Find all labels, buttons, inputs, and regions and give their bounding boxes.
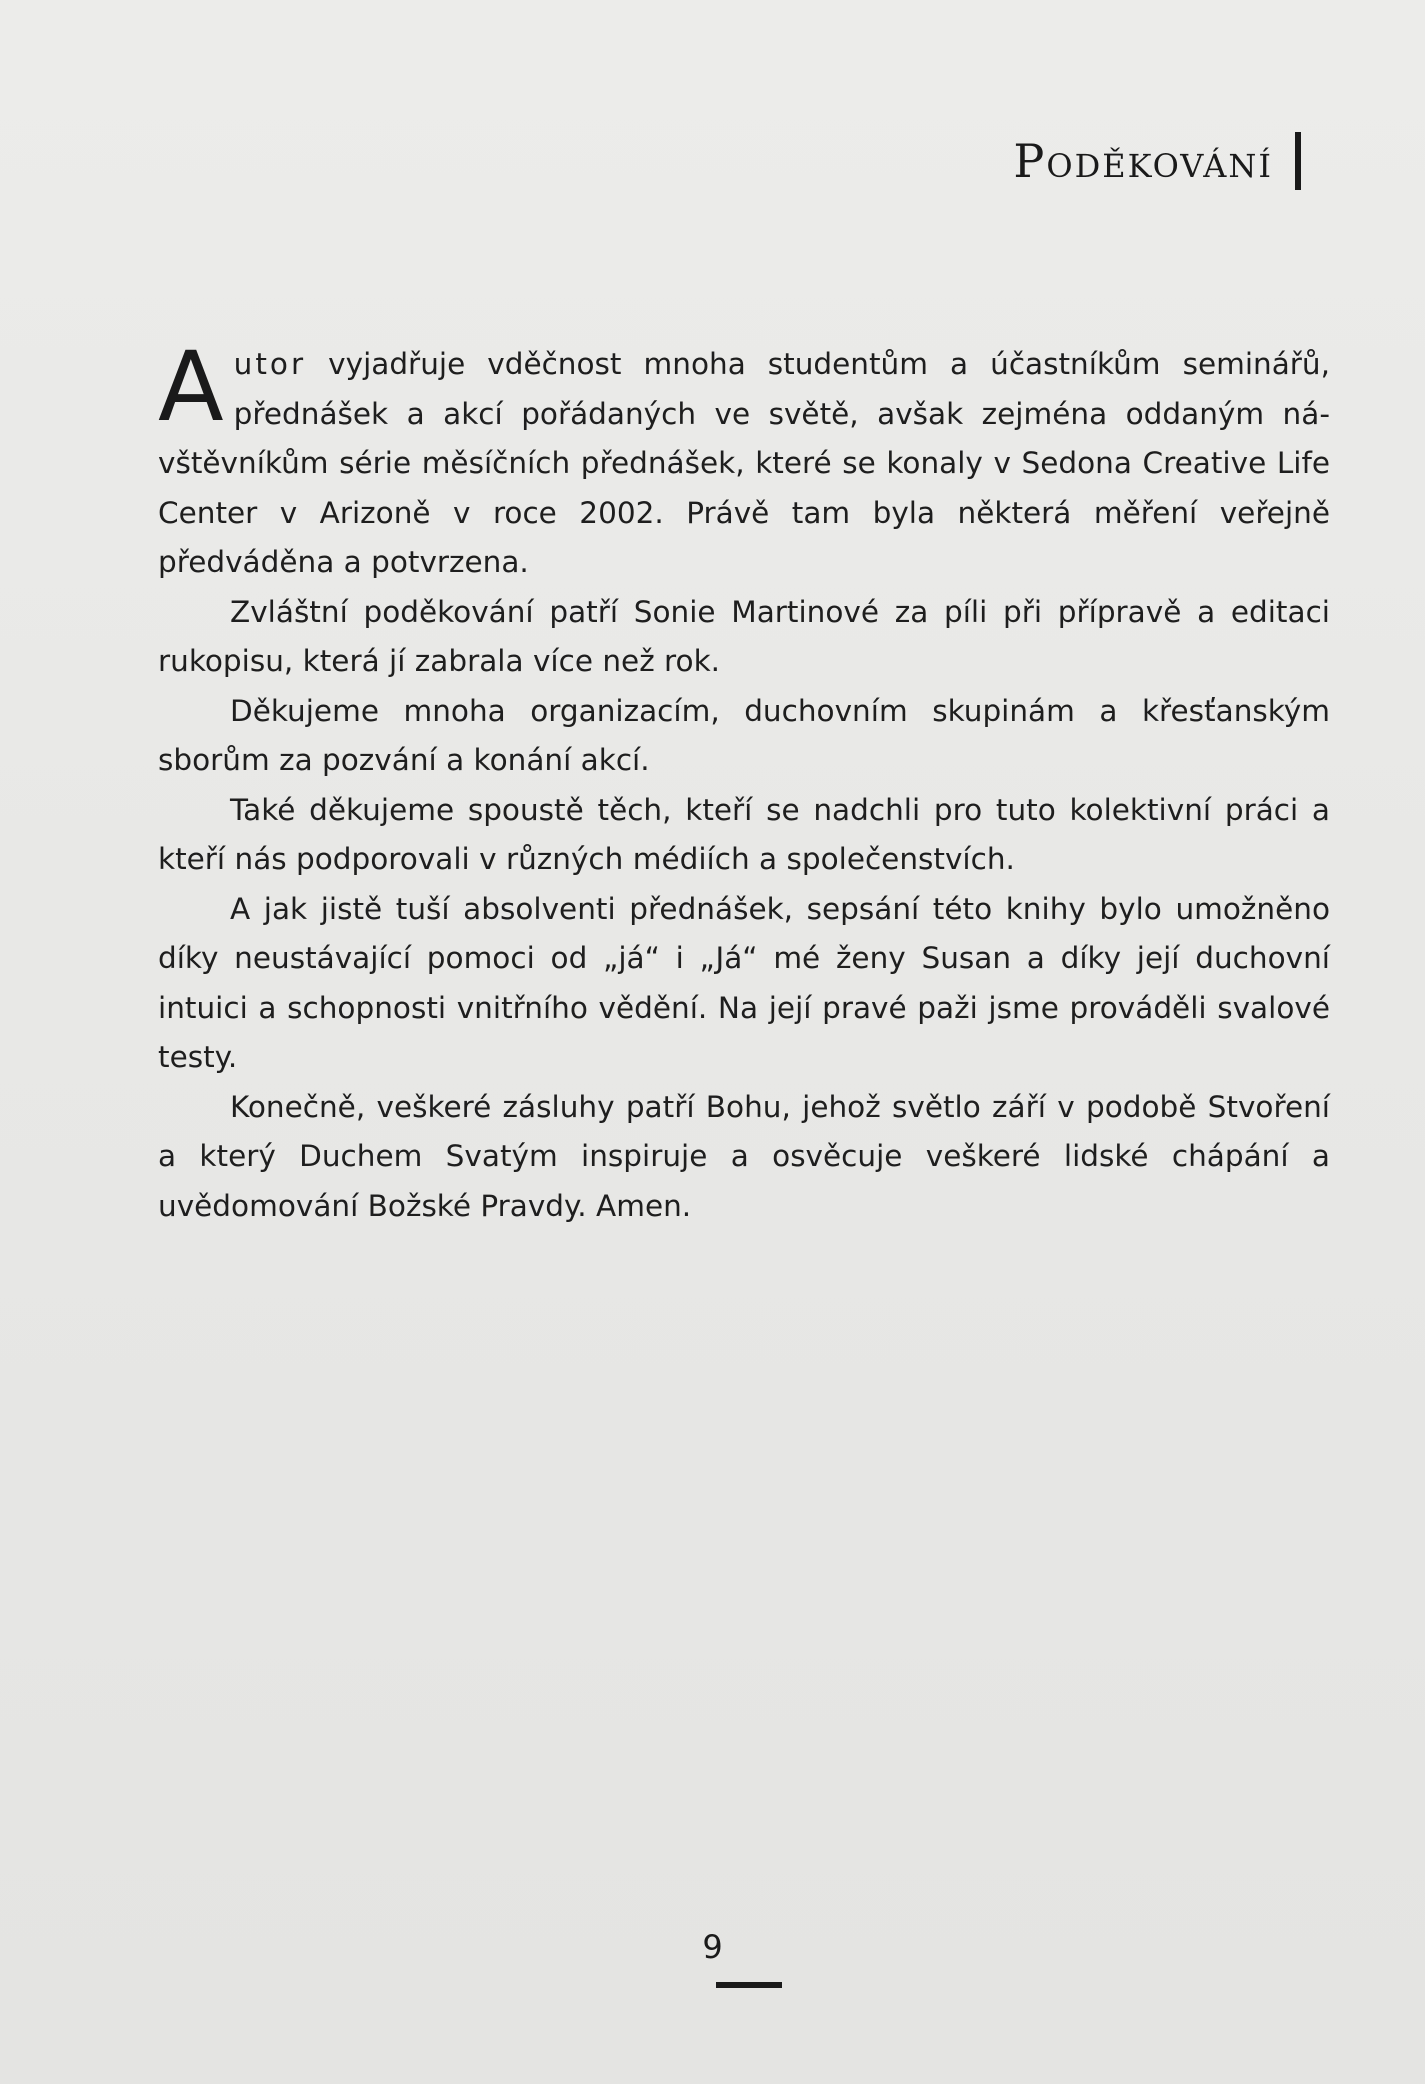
page-number-rule bbox=[716, 1982, 782, 1988]
paragraph-2: Zvláštní poděkování patří Sonie Martinové za píli při přípravě a editaci rukopisu, která jí zabrala více než rok. bbox=[158, 594, 1330, 678]
paragraph-4: Také děkujeme spoustě těch, kteří se nadchli pro tuto kolektivní práci a kteří nás podporovali v různých médiích a společenstvích. bbox=[158, 792, 1330, 876]
paragraph-3: Děkujeme mnoha organizacím, duchovním skupinám a křesťanským sborům za pozvání a konání akcí. bbox=[158, 693, 1330, 777]
paragraph-1-text: vyjadřuje vděčnost mnoha studentům a účastníkům seminářů, přednášek a akcí pořádaných ve světě, avšak zejména oddaným návštěvníkům série měsíčních přednášek, které se konaly v Sedona Creative Life Center v Arizoně v roce 2002. Právě tam byla některá měření veřejně předváděna a potvrzena. bbox=[158, 347, 1330, 579]
first-word: utor bbox=[233, 347, 307, 381]
chapter-title: Poděkování bbox=[1013, 134, 1273, 188]
title-bar-decoration bbox=[1295, 132, 1301, 190]
drop-cap: A bbox=[158, 331, 224, 443]
body-text bbox=[158, 331, 1330, 1231]
paragraph-5: A jak jistě tuší absolventi přednášek, sepsání této knihy bylo umožněno díky neustávající pomoci od „já“ i „Já“ mé ženy Susan a díky její duchovní intuici a schopnosti vnitřního vědění. Na její pravé paži jsme prováděli svalové testy. bbox=[158, 891, 1330, 1074]
page-number: 9 bbox=[702, 1928, 723, 1966]
paragraph-1 bbox=[158, 331, 1330, 588]
paragraph-6: Konečně, veškeré zásluhy patří Bohu, jehož světlo září v podobě Stvoření a který Duchem Svatým inspiruje a osvěcuje veškeré lidské chápání a uvědomování Božské Pravdy. Amen. bbox=[158, 1089, 1330, 1223]
chapter-heading bbox=[1013, 132, 1301, 190]
